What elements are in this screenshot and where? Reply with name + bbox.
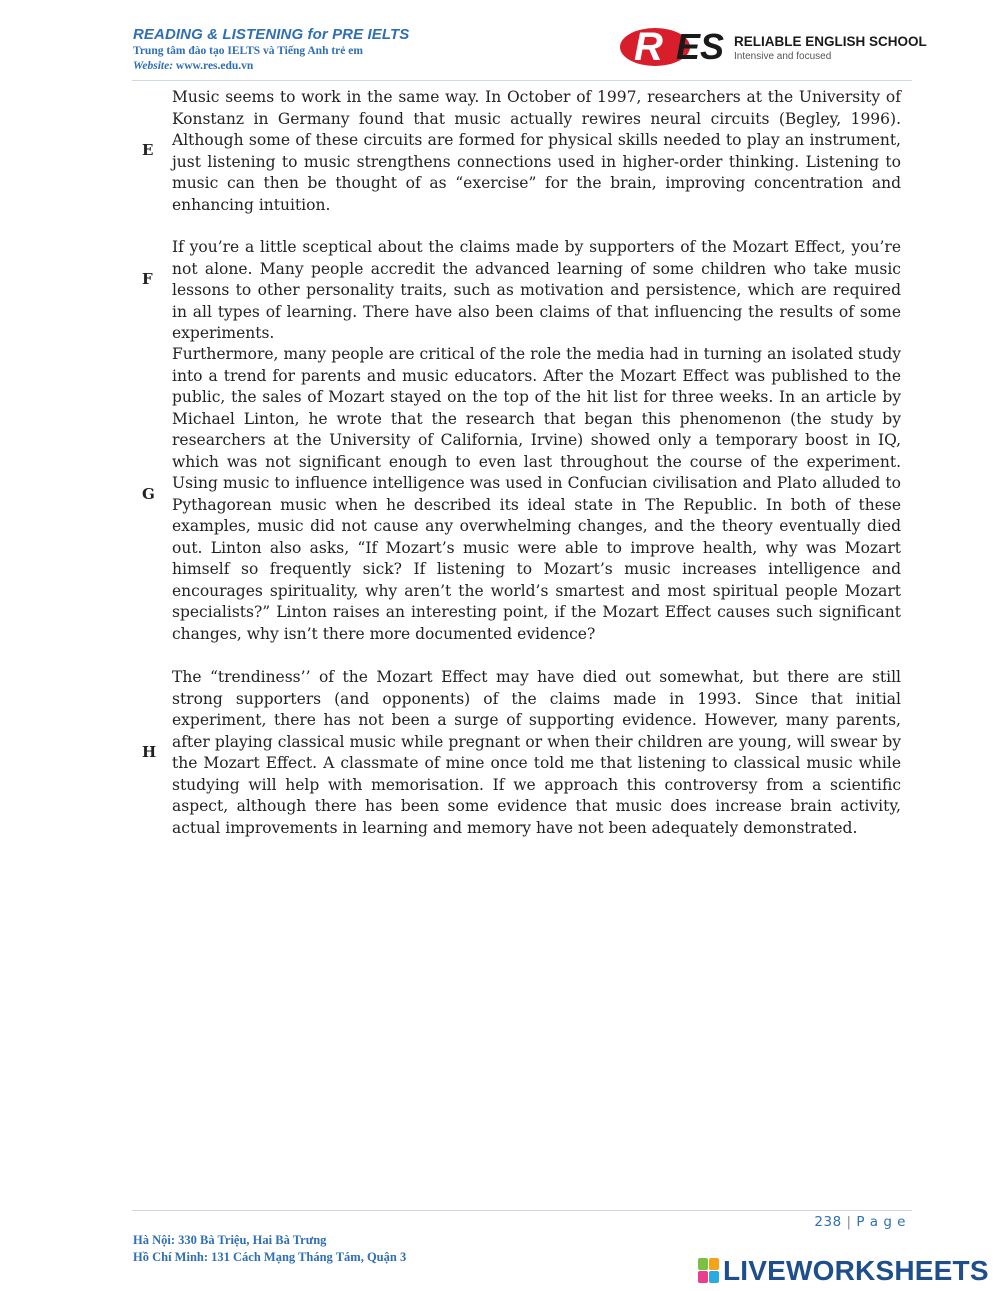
paragraph-g: Furthermore, many people are critical of the role the media had in turning an isolated study into a trend for parents and music educators. After the Mozart Effect was published to the public, the sales of Mozart stayed on the top of the hit list for three weeks. In an article by Michael Linton, he wrote that the research that began this phenomenon (the study by researchers at the University of California, Irvine) showed only a temporary boost in IQ, which was not significant enough to even last throughout the course of the experiment. Using music to influence intelligence was used in Confucian civilisation and Plato alluded to Pythagorean music when he described its ideal state in The Republic. In both of these examples, music did not cause any overwhelming changes, and the theory eventually died out. Linton also asks, “If Mozart’s music were able to improve health, why was Mozart himself so frequently sick? If listening to Mozart’s music increases intelligence and encourages spirituality, why aren’t the world’s smartest and most spiritual people Mozart specialists?” Linton raises an interesting point, if the Mozart Effect causes such significant changes, why isn’t there more documented evidence?	[172, 345, 901, 643]
website-label: Website:	[133, 60, 174, 72]
paragraph-e: Music seems to work in the same way. In October of 1997, researchers at the University of Konstanz in Germany found that music actually rewires neural circuits (Begley, 1996). Although some of these circuits are formed for physical skills needed to play an instrument, just listening to music strengthens connections used in higher-order thinking. Listening to music can then be thought of as “exercise” for the brain, improving concentration and enhancing intuition.	[172, 88, 901, 214]
paragraph-f: If you’re a little sceptical about the claims made by supporters of the Mozart Effect, you’re not alone. Many people accredit the advanced learning of some children who take music lessons to other personality traits, such as motivation and persistence, which are required in all types of learning. There have also been claims of that influencing the results of some experiments.	[172, 238, 901, 342]
res-logo	[620, 25, 927, 69]
paragraph-letter-h: H	[142, 743, 157, 761]
center-subtitle: Trung tâm đào tạo IELTS và Tiếng Anh trẻ em	[133, 45, 363, 57]
address-hcm: Hồ Chí Minh: 131 Cách Mạng Tháng Tám, Quận 3	[133, 1250, 407, 1264]
page-label: P a g e	[856, 1214, 906, 1230]
paragraph-h: The “trendiness’’ of the Mozart Effect may have died out somewhat, but there are still strong supporters (and opponents) of the claims made in 1993. Since that initial experiment, there has not been a surge of supporting evidence. However, many parents, after playing classical music while pregnant or when their children are young, will swear by the Mozart Effect. A classmate of mine once told me that listening to classical music while studying will help with memorisation. If we approach this controversy from a scientific aspect, although there has been some evidence that music does increase brain activity, actual improvements in learning and memory have not been adequately demonstrated.	[172, 668, 901, 837]
liveworksheets-watermark	[698, 1255, 989, 1287]
book-title: READING & LISTENING for PRE IELTS	[133, 26, 410, 43]
website-link[interactable]: www.res.edu.vn	[175, 60, 254, 72]
website-line	[133, 60, 409, 72]
paragraph-letter-e: E	[142, 141, 154, 159]
school-tagline: Intensive and focused	[734, 51, 832, 62]
liveworksheets-text: LIVEWORKSHEETS	[723, 1255, 989, 1286]
header-left	[133, 26, 409, 72]
school-name: RELIABLE ENGLISH SCHOOL	[734, 34, 927, 49]
paragraph-letter-g: G	[142, 485, 155, 503]
page-number	[780, 1214, 906, 1230]
liveworksheets-icon	[698, 1258, 720, 1284]
logo-letters-es: ES	[676, 26, 725, 67]
logo-letter-r: R	[634, 25, 663, 69]
footer-divider	[132, 1210, 912, 1211]
header-divider	[132, 80, 912, 81]
page-separator: |	[846, 1214, 852, 1230]
address-hanoi: Hà Nội: 330 Bà Triệu, Hai Bà Trưng	[133, 1233, 327, 1247]
paragraph-letter-f: F	[142, 270, 153, 288]
page-number-value: 238	[814, 1214, 842, 1230]
